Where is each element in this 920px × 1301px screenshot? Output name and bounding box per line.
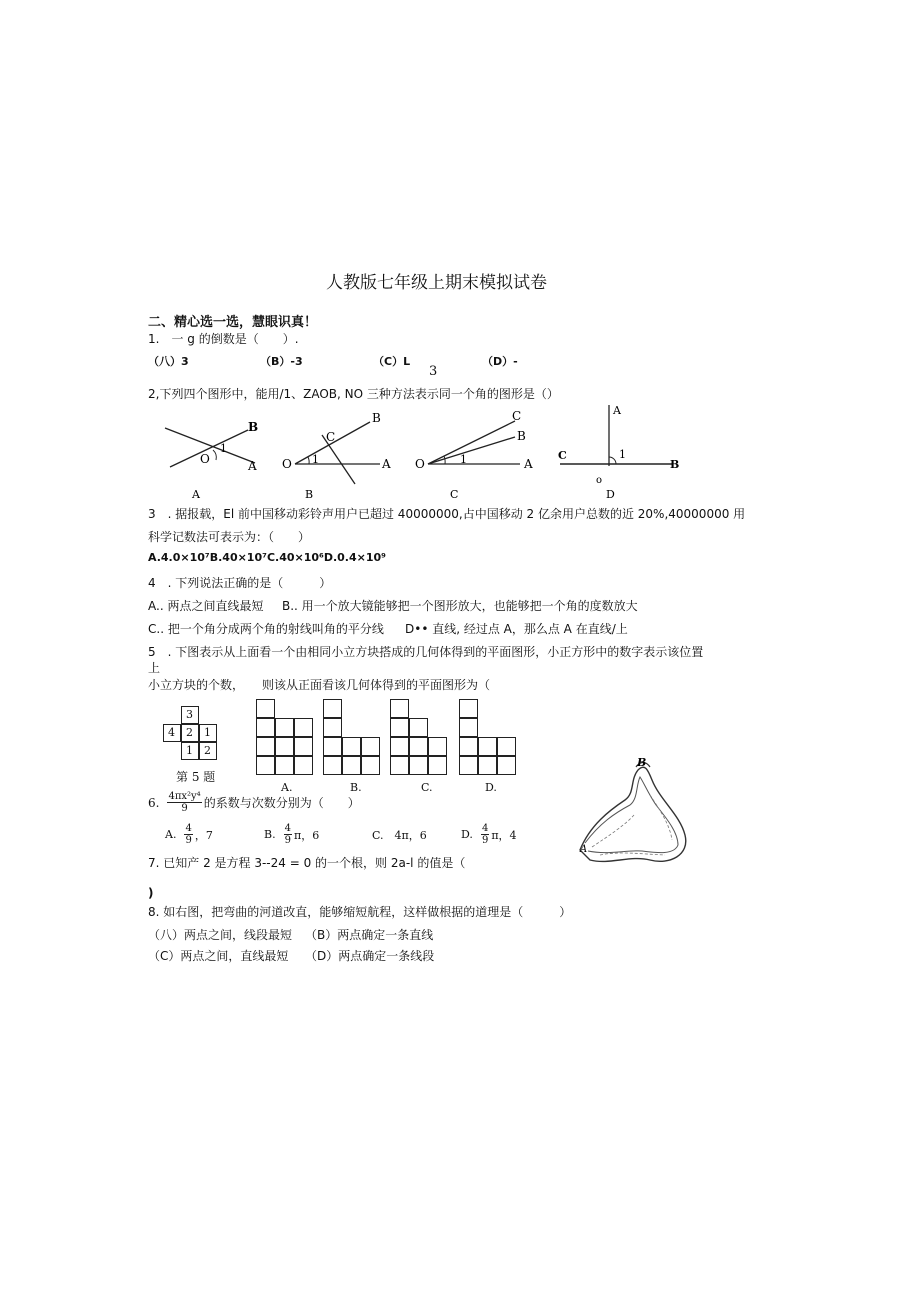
section-heading: 二、精心选一选，慧眼识真！ xyxy=(148,315,318,330)
q1-option-b: （B）-3 xyxy=(260,355,303,368)
figA-label-1: 1 xyxy=(220,442,227,455)
q5-option-label-a: A. xyxy=(281,781,293,794)
q5-option-label-c: C. xyxy=(421,781,433,794)
figA-label-B: B xyxy=(248,420,259,434)
figC-label-O: O xyxy=(415,457,425,471)
figD-label-O: o xyxy=(596,475,603,486)
figure-caption-d: D xyxy=(606,488,615,501)
q6-option-c: C. 4π，6 xyxy=(372,829,427,842)
q6-option-a: A. $\frac{4}{9}$ ，7 xyxy=(165,823,213,846)
q6-suffix: 的系数与次数分别为（ ） xyxy=(203,796,360,810)
river-label-A: A xyxy=(580,844,588,855)
figC-label-C: C xyxy=(512,409,522,423)
figB-label-1: 1 xyxy=(312,453,319,466)
grid-number: 1 xyxy=(204,726,211,739)
question-3-line-1: 3 . 据报载，El 前中国移动彩铃声用户已超过 40000000,占中国移动 2 亿余用户总数的近 20%,40000000 用 xyxy=(148,507,746,521)
figA-label-O: O xyxy=(200,452,210,466)
question-5-line-1: 5 . 下图表示从上面看一个由相同小立方块搭成的几何体得到的平面图形，小正方形中的数字表示该位置 xyxy=(148,645,704,659)
q3-options: A.4.0×10⁷B.40×10⁷C.40×10⁶D.0.4×10⁹ xyxy=(148,551,386,564)
figD-label-B: B xyxy=(670,458,680,471)
figB-label-C: C xyxy=(326,430,336,444)
figB-label-O: O xyxy=(282,457,292,471)
figure-a xyxy=(165,420,258,473)
q4-option-a: A.. 两点之间直线最短 xyxy=(148,599,264,613)
q6-denominator: 9 xyxy=(181,803,188,814)
figC-label-B: B xyxy=(517,429,526,443)
q8-option-b: （B）两点确定一条直线 xyxy=(305,928,434,942)
figD-label-1: 1 xyxy=(619,448,626,461)
figure-c xyxy=(415,409,533,471)
q6-option-d: D. $\frac{4}{9}$ π，4 xyxy=(461,823,517,846)
question-3-line-2: 科学记数法可表示为：（ ） xyxy=(148,530,311,544)
q4-option-d: D•• 直线, 经过点 A，那么点 A 在直线/上 xyxy=(405,622,628,636)
q5-option-label-d: D. xyxy=(485,781,497,794)
question-2-text: 2,下列四个图形中，能用/1、ZAOB, NO 三种方法表示同一个角的图形是（） xyxy=(148,387,559,401)
figure-caption-c: C xyxy=(450,488,459,501)
question-5-line-3: 小立方块的个数， 则该从正面看该几何体得到的平面图形为（ xyxy=(148,678,491,692)
q8-option-c: （C）两点之间，直线最短 xyxy=(148,949,289,963)
q2-angle-figures xyxy=(150,400,710,505)
figC-label-1: 1 xyxy=(460,453,467,466)
figure-caption-b: B xyxy=(305,488,314,501)
q1-option-d: （D）- xyxy=(482,355,518,368)
figB-label-B: B xyxy=(372,411,381,425)
question-5-line-2: 上 xyxy=(148,661,161,675)
q8-option-d: （D）两点确定一条线段 xyxy=(305,949,435,963)
q4-option-c: C.. 把一个角分成两个角的射线叫角的平分线 xyxy=(148,622,384,636)
q6-numerator: 4πx²y⁴ xyxy=(168,791,201,802)
figC-label-A: A xyxy=(524,457,533,471)
grid-number: 2 xyxy=(204,744,211,757)
figD-label-A: A xyxy=(613,404,621,417)
question-4-text: 4 . 下列说法正确的是（ ） xyxy=(148,576,332,590)
figure-d xyxy=(558,404,679,486)
q1-option-a: （八）3 xyxy=(148,355,189,368)
q5-option-label-b: B. xyxy=(350,781,362,794)
question-7-text: 7. 已知产 2 是方程 3--24 = 0 的一个根，则 2a-l 的值是（ xyxy=(148,856,466,870)
figure-b xyxy=(282,411,391,484)
page-title: 人教版七年级上期末模拟试卷 xyxy=(326,273,547,293)
q6-option-b: B. $\frac{4}{9}$ π，6 xyxy=(264,823,320,846)
q5-caption: 第 5 题 xyxy=(176,770,216,784)
q6-number: 6. xyxy=(148,795,160,810)
figA-label-A: A xyxy=(248,459,257,473)
river-figure xyxy=(570,755,720,885)
figB-label-A: A xyxy=(382,457,391,471)
grid-number: 4 xyxy=(168,726,175,739)
question-8-text: 8. 如右图，把弯曲的河道改直，能够缩短航程，这样做根据的道理是（ ） xyxy=(148,905,572,919)
figure-caption-a: A xyxy=(192,488,200,501)
grid-number: 1 xyxy=(186,744,193,757)
question-7-close: ) xyxy=(148,886,154,900)
q1-stray-mark: 3 xyxy=(429,364,438,379)
q4-option-b: B.. 用一个放大镜能够把一个图形放大，也能够把一个角的度数放大 xyxy=(282,599,638,613)
grid-number: 3 xyxy=(186,708,193,721)
q8-option-a: （八）两点之间，线段最短 xyxy=(148,928,293,942)
grid-number: 2 xyxy=(186,726,193,739)
question-6 xyxy=(148,791,360,814)
question-1-text: 1. 一 g 的倒数是（ ）. xyxy=(148,332,299,346)
figD-label-C: C xyxy=(558,449,567,462)
river-label-B: B xyxy=(637,756,647,769)
q1-option-c: （C）L xyxy=(373,355,411,368)
